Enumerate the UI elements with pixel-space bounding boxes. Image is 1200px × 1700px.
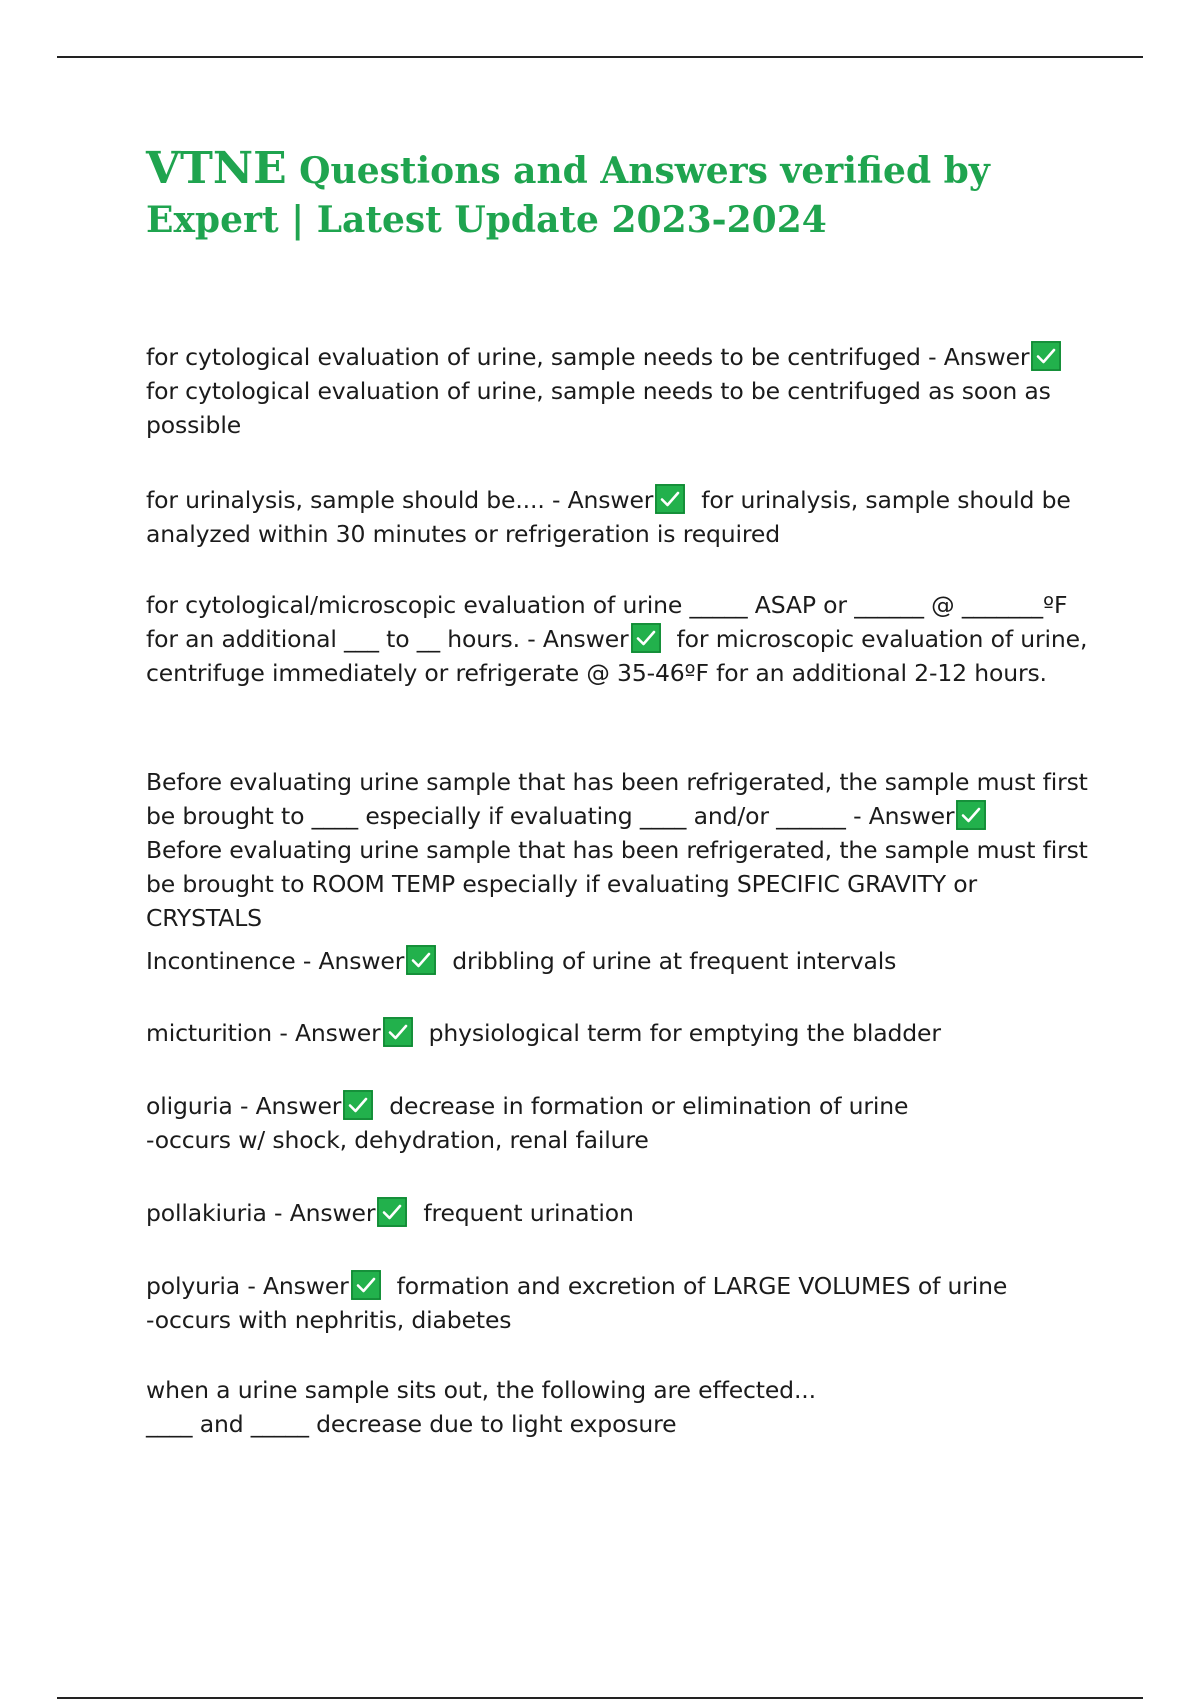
check-box-icon <box>377 1197 407 1227</box>
qa-item-9 <box>146 1269 1096 1337</box>
question-text: Incontinence - Answer <box>146 947 405 975</box>
answer-text: for cytological evaluation of urine, sample needs to be centrifuged as soon as possible <box>146 377 1051 439</box>
question-text: pollakiuria - Answer <box>146 1199 376 1227</box>
question-text: polyuria - Answer <box>146 1272 349 1300</box>
check-box-icon <box>1031 341 1061 371</box>
qa-item-6 <box>146 1016 1096 1050</box>
answer-note: -occurs w/ shock, dehydration, renal failure <box>146 1126 649 1154</box>
answer-text: decrease in formation or elimination of urine <box>389 1092 909 1120</box>
qa-item-7 <box>146 1089 1096 1157</box>
answer-text: frequent urination <box>423 1199 634 1227</box>
answer-text: formation and excretion of LARGE VOLUMES of urine <box>396 1272 1008 1300</box>
qa-item-10 <box>146 1373 1096 1441</box>
answer-text: physiological term for emptying the bladder <box>428 1019 941 1047</box>
top-rule <box>57 56 1143 58</box>
qa-item-1 <box>146 340 1096 442</box>
answer-text: for microscopic evaluation of urine, centrifuge immediately or refrigerate @ 35-46ºF for an additional 2-12 hours. <box>146 625 1088 687</box>
answer-text: dribbling of urine at frequent intervals <box>452 947 897 975</box>
check-box-icon <box>343 1090 373 1120</box>
check-box-icon <box>655 484 685 514</box>
question-text: for cytological evaluation of urine, sample needs to be centrifuged - Answer <box>146 343 1030 371</box>
check-box-icon <box>383 1017 413 1047</box>
question-text: when a urine sample sits out, the following are effected... <box>146 1376 816 1404</box>
bottom-rule <box>57 1697 1143 1699</box>
check-box-icon <box>631 623 661 653</box>
title-lead: VTNE <box>146 143 287 194</box>
qa-item-2 <box>146 483 1096 551</box>
question-text: micturition - Answer <box>146 1019 381 1047</box>
qa-item-8 <box>146 1196 1096 1230</box>
qa-item-5 <box>146 944 1096 978</box>
answer-note: -occurs with nephritis, diabetes <box>146 1306 512 1334</box>
question-text: Before evaluating urine sample that has been refrigerated, the sample must first be brought to ____ especially if evaluating ____ and/or ______ - Answer <box>146 768 1088 830</box>
check-box-icon <box>351 1270 381 1300</box>
answer-note: ____ and _____ decrease due to light exposure <box>146 1410 677 1438</box>
title-rest: Questions and Answers verified by Expert | Latest Update 2023-2024 <box>146 150 990 241</box>
question-text: for cytological/microscopic evaluation of urine _____ ASAP or ______ @ _______ºF for an additional ___ to __ hours. - Answer <box>146 591 1068 653</box>
check-box-icon <box>406 945 436 975</box>
question-text: oliguria - Answer <box>146 1092 342 1120</box>
answer-text: Before evaluating urine sample that has been refrigerated, the sample must first be brought to ROOM TEMP especially if evaluating SPECIFIC GRAVITY or CRYSTALS <box>146 836 1088 932</box>
check-box-icon <box>956 800 986 830</box>
question-text: for urinalysis, sample should be.... - Answer <box>146 486 654 514</box>
qa-item-3 <box>146 588 1096 690</box>
document-title <box>146 144 1066 245</box>
answer-text: for urinalysis, sample should be analyzed within 30 minutes or refrigeration is required <box>146 486 1071 548</box>
qa-item-4 <box>146 765 1096 935</box>
